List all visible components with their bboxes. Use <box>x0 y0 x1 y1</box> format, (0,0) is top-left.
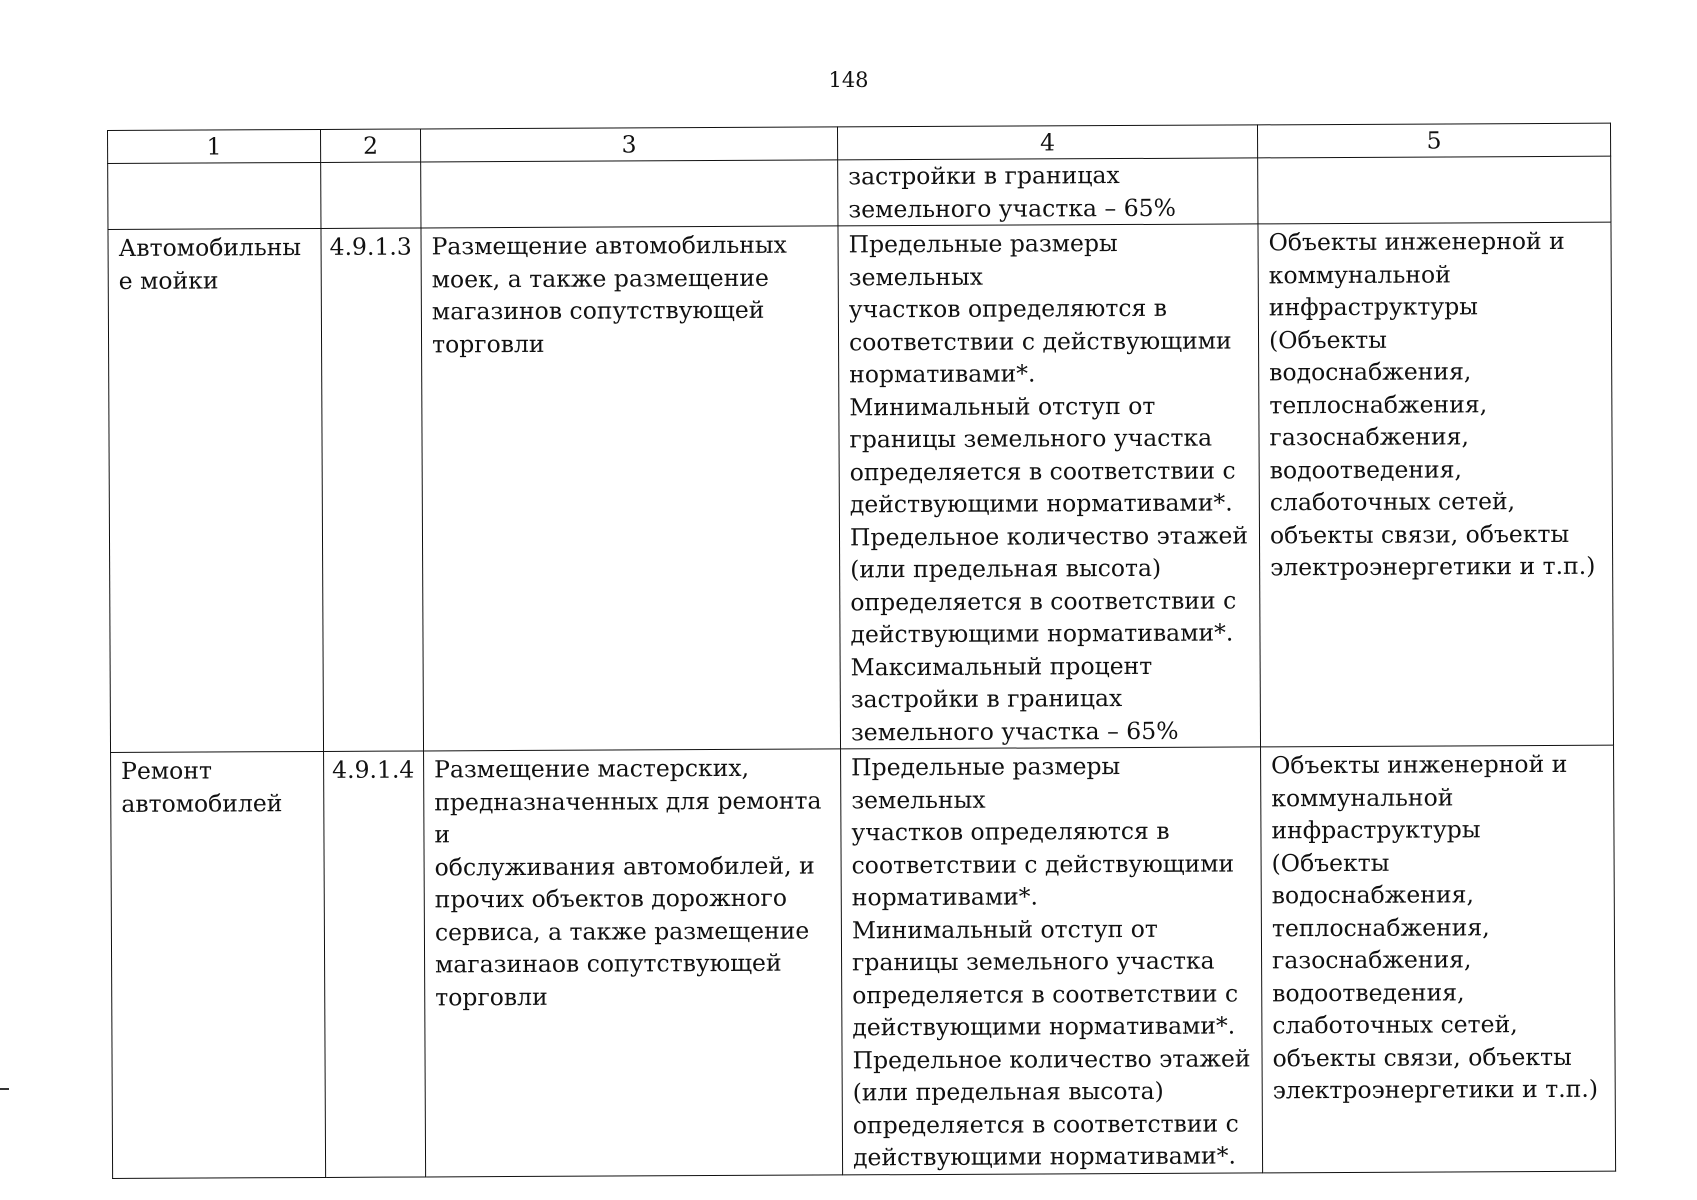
table-cell <box>424 749 843 1177</box>
table-cell <box>841 747 1263 1175</box>
table-cell <box>108 228 324 752</box>
use-code: 4.9.1.3 <box>329 232 412 261</box>
page-number: 148 <box>828 68 869 92</box>
zoning-table <box>107 123 1616 1179</box>
table-cell <box>421 160 838 228</box>
table-row <box>108 222 1614 752</box>
use-parameters: Предельные размеры земельных участков определяются в соответствии с действующими нормативами*. Минимальный отступ от границы земельного участка определяется в соответствии с действующими нормативами*. Предельное количество этажей (или предельная высота) определяется в соответствии с действующими нормативами*. Максимальный процент застройки в границах земельного участка – 65% <box>848 229 1249 746</box>
table-cell <box>838 158 1258 226</box>
table-cell <box>1261 745 1616 1172</box>
column-header-1: 1 <box>108 129 321 163</box>
parameters-continuation: застройки в границах земельного участка – 65% <box>848 161 1176 223</box>
table-cell <box>324 751 426 1177</box>
table-row-continuation <box>108 156 1611 229</box>
table-cell <box>421 226 841 751</box>
column-header-4: 4 <box>837 125 1257 160</box>
use-description: Размещение автомобильных моек, а также размещение магазинов сопутствующей торговли <box>431 230 787 358</box>
table-cell <box>321 228 424 751</box>
margin-mark <box>0 1088 9 1090</box>
table-cell <box>108 162 321 229</box>
column-header-5: 5 <box>1257 123 1610 158</box>
use-name: Автомобильны е мойки <box>118 233 302 295</box>
use-auxiliary: Объекты инженерной и коммунальной инфраструктуры (Объекты водоснабжения, теплоснабжения, газоснабжения, водоотведения, слаботочных сетей, объекты связи, объекты электроэнергетики и т.п.) <box>1268 226 1596 582</box>
column-header-3: 3 <box>420 127 837 162</box>
table-cell <box>321 162 421 228</box>
table-row <box>111 745 1616 1178</box>
table-cell <box>838 224 1261 749</box>
table-cell <box>1258 156 1611 224</box>
table-cell <box>111 751 326 1178</box>
use-code: 4.9.1.4 <box>332 755 415 784</box>
use-parameters: Предельные размеры земельных участков определяются в соответствии с действующими нормативами*. Минимальный отступ от границы земельного участка определяется в соответствии с действующими нормативами*. Предельное количество этажей (или предельная высота) определяется в соответствии с действующими нормативами*. <box>851 752 1251 1172</box>
use-name: Ремонт автомобилей <box>121 756 283 818</box>
use-auxiliary: Объекты инженерной и коммунальной инфраструктуры (Объекты водоснабжения, теплоснабжения, газоснабжения, водоотведения, слаботочных сетей, объекты связи, объекты электроэнергетики и т.п.) <box>1271 749 1599 1105</box>
column-header-2: 2 <box>320 129 420 162</box>
use-description: Размещение мастерских, предназначенных для ремонта и обслуживания автомобилей, и прочих объектов дорожного сервиса, а также размещение магазинаов сопутствующей торговли <box>434 753 822 1011</box>
table-cell <box>1258 222 1614 747</box>
